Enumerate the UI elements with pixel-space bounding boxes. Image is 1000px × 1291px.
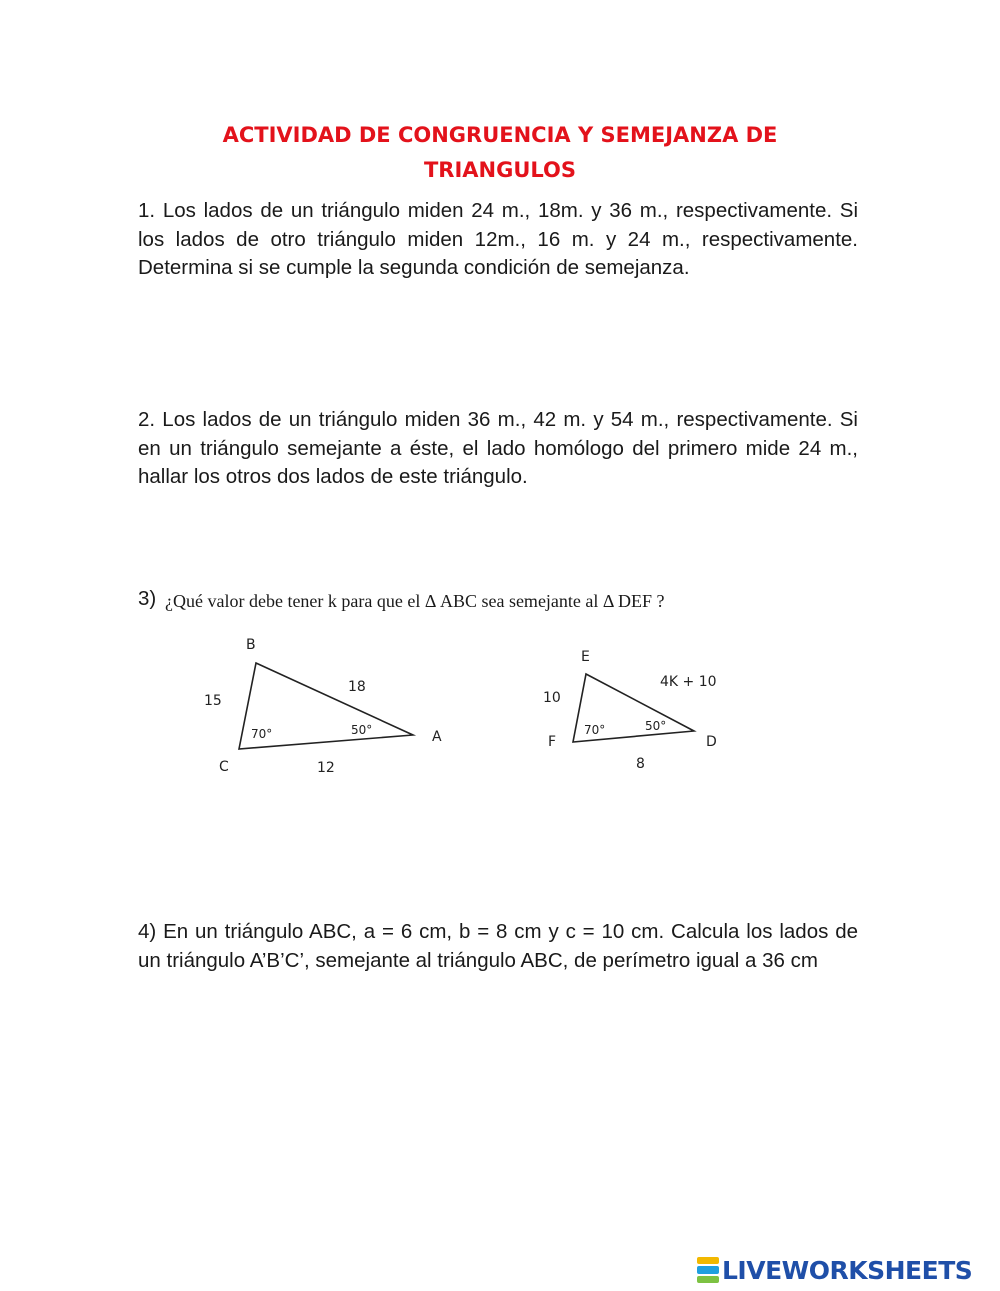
liveworksheets-logo bbox=[697, 1253, 972, 1287]
logo-text: LIVEWORKSHEETS bbox=[722, 1255, 973, 1285]
side-ed-label: 4K + 10 bbox=[660, 674, 717, 690]
question-3-text: ¿Qué valor debe tener k para que el Δ ABC sea semejante al Δ DEF ? bbox=[165, 591, 665, 611]
vertex-e-label: E bbox=[581, 649, 590, 665]
question-3-number: 3) bbox=[138, 587, 157, 610]
question-4: 4) En un triángulo ABC, a = 6 cm, b = 8 cm y c = 10 cm. Calcula los lados de un triángulo A’B’C’, semejante al triángulo ABC, de perímetro igual a 36 cm bbox=[138, 920, 858, 972]
question-1: 1. Los lados de un triángulo miden 24 m., 18m. y 36 m., respectivamente. Si los lados de otro triángulo miden 12m., 16 m. y 24 m., respectivamente. Determina si se cumple la segunda condición de semejanza. bbox=[138, 199, 858, 280]
side-ca-label: 12 bbox=[317, 760, 335, 776]
logo-icon-bar-3 bbox=[697, 1276, 719, 1283]
vertex-f-label: F bbox=[548, 734, 557, 750]
side-ba-label: 18 bbox=[348, 679, 366, 695]
angle-a-label: 50° bbox=[351, 723, 373, 737]
angle-d-label: 50° bbox=[645, 719, 667, 733]
question-2: 2. Los lados de un triángulo miden 36 m., 42 m. y 54 m., respectivamente. Si en un triángulo semejante a éste, el lado homólogo del primero mide 24 m., hallar los otros dos lados de este triángulo. bbox=[138, 408, 858, 489]
vertex-d-label: D bbox=[706, 734, 717, 750]
angle-c-label: 70° bbox=[251, 727, 273, 741]
side-bc-label: 15 bbox=[204, 693, 222, 709]
liveworksheets-logo-icon bbox=[697, 1256, 719, 1284]
side-fd-label: 8 bbox=[636, 756, 645, 772]
vertex-a-label: A bbox=[432, 729, 442, 745]
title-line-1: ACTIVIDAD DE CONGRUENCIA Y SEMEJANZA DE bbox=[222, 123, 778, 147]
title-line-2: TRIANGULOS bbox=[423, 158, 577, 182]
side-ef-label: 10 bbox=[543, 690, 561, 706]
logo-icon-bar-1 bbox=[697, 1257, 719, 1264]
logo-icon-bar-2 bbox=[697, 1266, 719, 1273]
vertex-c-label: C bbox=[219, 759, 229, 775]
vertex-b-label: B bbox=[246, 637, 256, 653]
angle-f-label: 70° bbox=[584, 723, 606, 737]
